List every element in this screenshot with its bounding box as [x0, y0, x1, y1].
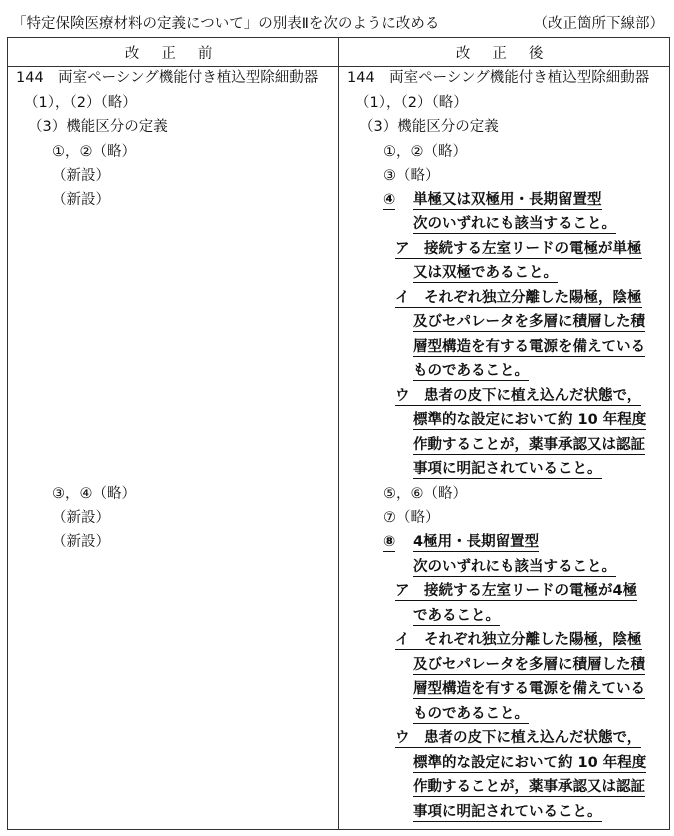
- section-8-item-a: であること。: [413, 608, 500, 624]
- line: ①，②（略）: [383, 144, 467, 160]
- line: （新設）: [52, 168, 110, 184]
- content-row: [8, 67, 670, 830]
- section-8-item-u: 標準的な設定において約 10 年程度: [413, 755, 647, 771]
- item-heading: 144 両室ペーシング機能付き植込型除細動器: [16, 70, 319, 86]
- line: （1），（2）（略）: [355, 95, 468, 111]
- line: ①，②（略）: [52, 144, 136, 160]
- section-8-item-u: 作動することが，薬事承認又は認証: [413, 779, 645, 795]
- section-8-item-u: 事項に明記されていること。: [413, 804, 602, 820]
- section-8-number: ⑧: [383, 534, 396, 550]
- section-8-title: 4極用・長期留置型: [413, 534, 540, 550]
- section-4-item-u: 作動することが，薬事承認又は認証: [413, 437, 645, 453]
- line: （3）機能区分の定義: [359, 119, 499, 135]
- section-4-item-i: 及びセパレータを多層に積層した積: [413, 314, 645, 330]
- section-8-item-i: ものであること。: [413, 706, 529, 722]
- after-column: [339, 67, 670, 830]
- header-after: 改 正 後: [339, 38, 670, 67]
- line: （新設）: [52, 510, 110, 526]
- section-4-item-u: ウ 患者の皮下に植え込んだ状態で，: [395, 388, 642, 404]
- section-4-lead: 次のいずれにも該当すること。: [413, 216, 616, 232]
- section-4-item-a: 又は双極であること。: [413, 265, 558, 281]
- item-heading: 144 両室ペーシング機能付き植込型除細動器: [347, 70, 650, 86]
- comparison-table: [7, 37, 670, 830]
- section-8-item-a: ア 接続する左室リードの電極が4極: [395, 583, 638, 599]
- line: ⑦（略）: [383, 510, 440, 526]
- header-row: [8, 38, 670, 67]
- line: （新設）: [52, 534, 110, 550]
- section-4-item-a: ア 接続する左室リードの電極が単極: [395, 241, 642, 257]
- before-column: [8, 67, 339, 830]
- document-caption: [12, 12, 664, 32]
- section-4-item-i: ものであること。: [413, 363, 529, 379]
- section-8-item-i: イ それぞれ独立分離した陽極，陰極: [395, 632, 642, 648]
- section-8-item-u: ウ 患者の皮下に植え込んだ状態で，: [395, 730, 642, 746]
- caption-note: （改正箇所下線部）: [533, 16, 664, 32]
- line: ③，④（略）: [52, 486, 136, 502]
- caption-title: 「特定保険医療材料の定義について」の別表Ⅱを次のように改める: [12, 16, 440, 32]
- section-8-item-i: 層型構造を有する電源を備えている: [413, 681, 645, 697]
- line: （1），（2）（略）: [24, 95, 137, 111]
- section-4-item-i: イ それぞれ独立分離した陽極，陰極: [395, 290, 642, 306]
- line: （3）機能区分の定義: [28, 119, 168, 135]
- section-8-item-i: 及びセパレータを多層に積層した積: [413, 657, 645, 673]
- section-4-number: ④: [383, 192, 396, 208]
- line: ⑤，⑥（略）: [383, 486, 467, 502]
- section-8-lead: 次のいずれにも該当すること。: [413, 559, 616, 575]
- section-4-title: 単極又は双極用・長期留置型: [413, 192, 602, 208]
- section-4-item-i: 層型構造を有する電源を備えている: [413, 339, 645, 355]
- line: ③（略）: [383, 168, 440, 184]
- line: （新設）: [52, 192, 110, 208]
- section-4-item-u: 標準的な設定において約 10 年程度: [413, 412, 647, 428]
- header-before: 改 正 前: [8, 38, 339, 67]
- section-4-item-u: 事項に明記されていること。: [413, 461, 602, 477]
